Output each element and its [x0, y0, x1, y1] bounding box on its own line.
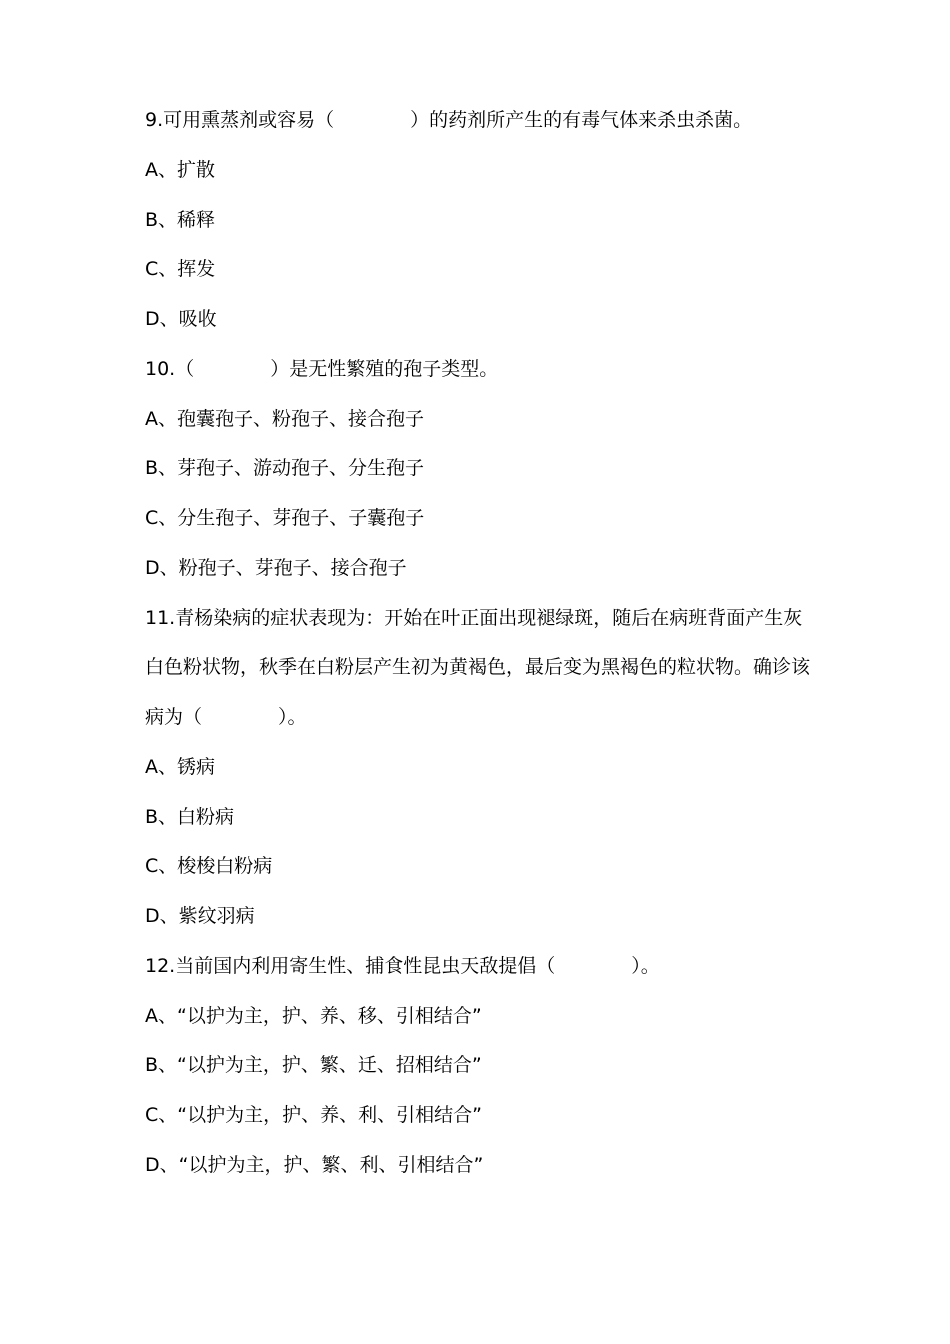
question-11-stem-line-2: 白色粉状物，秋季在白粉层产生初为黄褐色，最后变为黑褐色的粒状物。确诊该 [145, 656, 811, 679]
question-11-stem-line-1: 11.青杨染病的症状表现为：开始在叶正面出现褪绿斑，随后在病班背面产生灰 [145, 606, 803, 629]
question-12-stem: 12.当前国内利用寄生性、捕食性昆虫天敌提倡（ ）。 [145, 954, 660, 977]
question-10-option-c: C、分生孢子、芽孢子、子囊孢子 [145, 507, 425, 529]
question-9-option-a: A、扩散 [145, 158, 215, 181]
question-11-option-d: D、紫纹羽病 [145, 905, 255, 927]
question-11-option-c: C、梭梭白粉病 [145, 855, 273, 878]
question-12 [145, 942, 845, 1191]
question-9-option-c: C、挥发 [145, 258, 216, 281]
question-9 [145, 96, 845, 345]
question-11-option-b: B、白粉病 [145, 805, 235, 828]
question-9-option-d: D、吸收 [145, 308, 217, 330]
question-10-option-d: D、粉孢子、芽孢子、接合孢子 [145, 556, 407, 579]
question-12-option-c: C、“以护为主，护、养、利、引相结合” [145, 1104, 482, 1126]
question-11-option-a: A、锈病 [145, 755, 215, 778]
question-10-option-b: B、芽孢子、游动孢子、分生孢子 [145, 457, 425, 480]
question-12-option-b: B、“以护为主，护、繁、迁、招相结合” [145, 1054, 482, 1077]
question-9-stem: 9.可用熏蒸剂或容易（ ）的药剂所产生的有毒气体来杀虫杀菌。 [145, 109, 753, 131]
question-11-stem-line-3: 病为（ ）。 [145, 706, 307, 728]
question-9-option-b: B、稀释 [145, 208, 216, 231]
question-10 [145, 345, 845, 594]
question-10-option-a: A、孢囊孢子、粉孢子、接合孢子 [145, 407, 424, 430]
question-12-option-d: D、“以护为主，护、繁、利、引相结合” [145, 1153, 484, 1176]
question-list [145, 96, 845, 1191]
question-11 [145, 594, 845, 942]
question-10-stem: 10.（ ）是无性繁殖的孢子类型。 [145, 357, 499, 380]
question-12-option-a: A、“以护为主，护、养、移、引相结合” [145, 1004, 482, 1027]
